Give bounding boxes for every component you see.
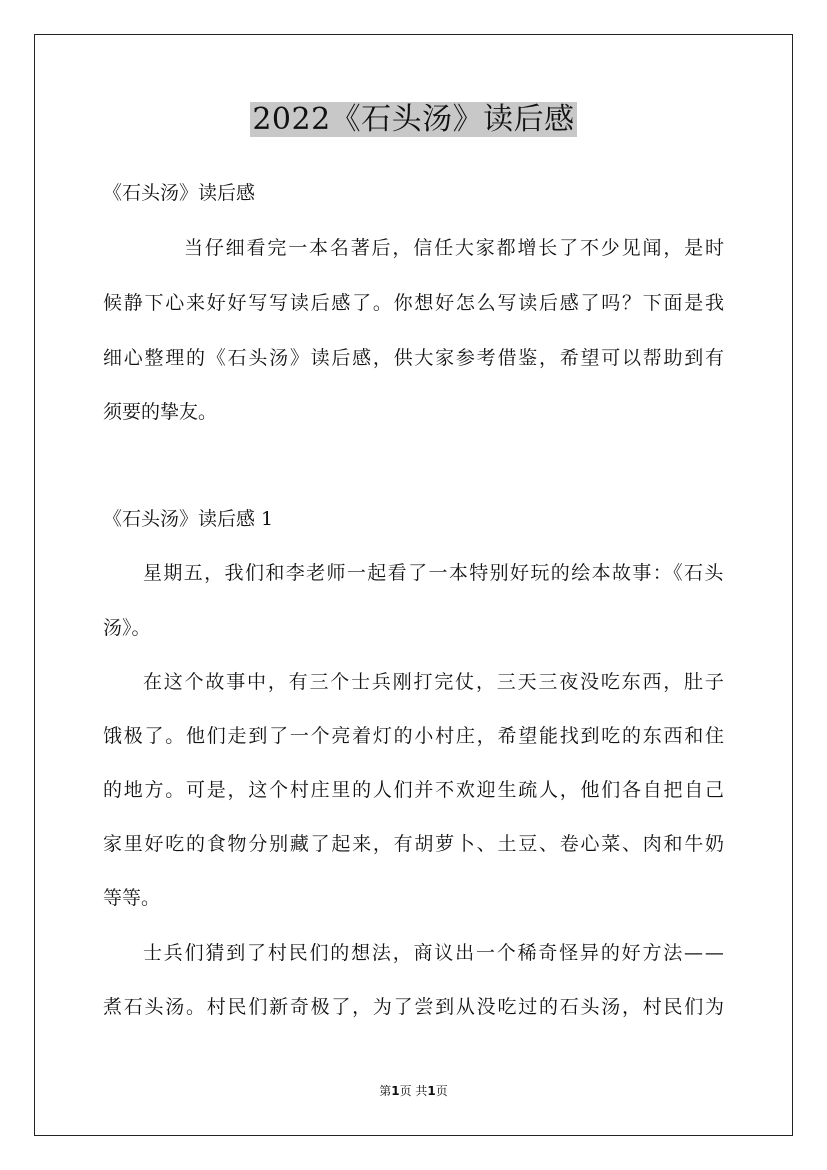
- document-title-block: [0, 100, 827, 140]
- body-line-1: 星期五，我们和李老师一起看了一本特别好玩的绘本故事：《石头: [143, 562, 725, 584]
- body-line-9: 煮石头汤。村民们新奇极了，为了尝到从没吃过的石头汤，村民们为: [103, 996, 726, 1018]
- footer-page-number: 1: [391, 1084, 400, 1098]
- body-line-6: 家里好吃的食物分别藏了起来，有胡萝卜、土豆、卷心菜、肉和牛奶: [103, 833, 726, 855]
- body-line-5: 的地方。可是，这个村庄里的人们并不欢迎生疏人，他们各自把自己: [103, 779, 726, 801]
- footer-suffix: 页: [435, 1084, 448, 1098]
- document-title: 2022《石头汤》读后感: [252, 102, 575, 137]
- section-heading: 《石头汤》读后感 1: [103, 508, 274, 530]
- page-footer: [0, 1083, 827, 1099]
- intro-line-3: 细心整理的《石头汤》读后感，供大家参考借鉴，希望可以帮助到有: [103, 347, 726, 369]
- body-line-8: 士兵们猜到了村民们的想法，商议出一个稀奇怪异的好方法——: [143, 942, 726, 964]
- footer-mid: 页 共: [399, 1084, 428, 1098]
- body-line-2: 汤》。: [103, 617, 151, 639]
- body-line-3: 在这个故事中，有三个士兵刚打完仗，三天三夜没吃东西，肚子: [143, 671, 726, 693]
- footer-prefix: 第: [379, 1084, 392, 1098]
- intro-line-2: 候静下心来好好写写读后感了。你想好怎么写读后感了吗？下面是我: [103, 292, 726, 314]
- body-line-7: 等等。: [103, 887, 161, 909]
- body-line-4: 饿极了。他们走到了一个亮着灯的小村庄，希望能找到吃的东西和住: [103, 725, 726, 747]
- intro-line-1: 当仔细看完一本名著后，信任大家都增长了不少见闻，是时: [184, 237, 726, 259]
- intro-line-4: 须要的挚友。: [103, 401, 218, 423]
- footer-page-total: 1: [427, 1084, 436, 1098]
- document-subtitle: 《石头汤》读后感: [103, 182, 256, 204]
